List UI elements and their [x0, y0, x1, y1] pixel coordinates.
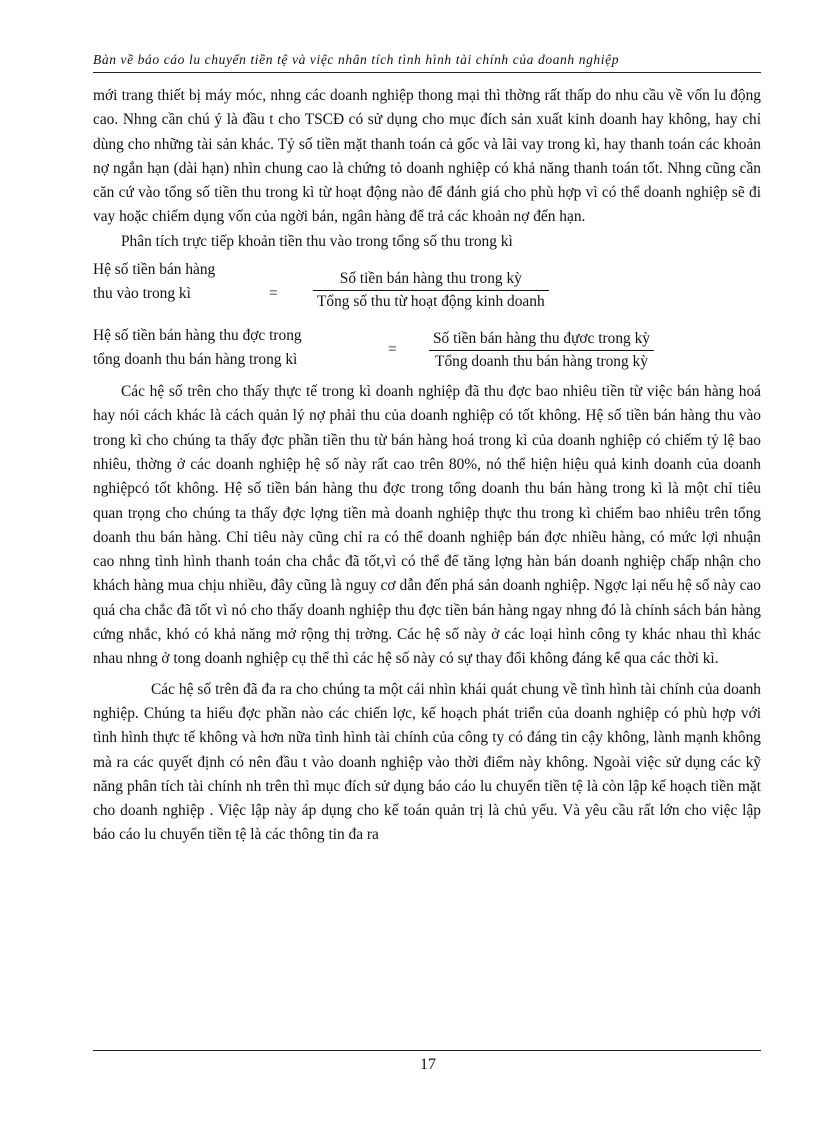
running-header: Bàn về báo cáo lu chuyển tiền tệ và việc nhân tích tình hình tài chính của doanh nghiệp [93, 52, 620, 67]
formula-2-label [93, 324, 302, 372]
paragraph-1: mới trang thiết bị máy móc, nhng các doanh nghiệp thong mại thì thờng rất thấp do nhu cầu về vốn lu động cao. Nhng cần chú ý là đầu t cho TSCĐ có sử dụng cho mục đích sản xuất kinh doanh hay không, hay chỉ dùng cho những tài sản khác. Tỷ số tiền mặt thanh toán cả gốc và lãi vay trong kì, hay thanh toán các khoản nợ ngắn hạn (dài hạn) nhìn chung cao là chứng tỏ doanh nghiệp có khả năng thanh toán tốt. Nhng cũng cần căn cứ vào tổng số tiền thu trong kì từ hoạt động nào để đánh giá cho phù hợp vì có thể doanh nghiệp sẽ đi vay hoặc chiếm dụng vốn của ngời bán, ngân hàng để trả các khoản nợ đến hạn. [93, 87, 761, 226]
formula-1-numerator: Số tiền bán hàng thu trong kỳ [339, 270, 522, 288]
formula-1-fraction [313, 268, 549, 313]
formula-1-equals: = [269, 285, 278, 303]
page-body [93, 84, 761, 848]
paragraph-4: Các hệ số trên đã đa ra cho chúng ta một cái nhìn khái quát chung về tình hình tài chính của doanh nghiệp. Chúng ta hiểu đợc phần nào các chiến lợc, kế hoạch phát triển của doanh nghiệp có phù hợp với tình hình thực tế không và hơn nữa tình hình tài chính của công ty có đáng tin cậy không, lành mạnh không mà ra các quyết định có nên đầu t vào doanh nghiệp vào thời điểm này không. Ngoài việc sử dụng các kỹ năng phân tích tài chính nh trên thì mục đích sử dụng báo cáo lu chuyển tiền tệ là còn lập kế hoạch tiền mặt cho doanh nghiệp . Việc lập này áp dụng cho kế toán quản trị là chủ yếu. Và yêu cầu rất lớn cho việc lập báo cáo lu chuyển tiền tệ là các thông tin đa ra [93, 680, 761, 844]
formula-2-fraction [429, 328, 654, 373]
formula-2-numerator: Số tiền bán hàng thu đựơc trong kỳ [433, 330, 650, 348]
formula-2-denominator: Tổng doanh thu bán hàng trong kỳ [429, 350, 654, 373]
paragraph-3: Các hệ số trên cho thấy thực tế trong kì doanh nghiệp đã thu đợc bao nhiêu tiền từ việc bán hàng hoá hay nói cách khác là cách quản lý nợ phải thu của doanh nghiệp có tốt không. Hệ số tiền bán hàng thu vào trong kì cho chúng ta thấy đợc phần tiền thu từ bán hàng hoá trong kì của doanh nghiệp có chiếm tỷ lệ bao nhiêu, thờng ở các doanh nghiệp hệ số này rất cao trên 80%, nó thể hiện hiệu quả kinh doanh của doanh nghiệpcó tốt không. Hệ số tiền bán hàng thu đợc trong tổng doanh thu bán hàng trong kì là một chỉ tiêu quan trọng cho chúng ta thấy đợc lợng tiền mà doanh nghiệp thực thu trong kì chiếm bao nhiêu trên tổng doanh thu bán hàng. Chỉ tiêu này cũng chỉ ra có thể doanh nghiệp bán đợc nhiều hàng, có mức lợi nhuận cao nhng tình hình thanh toán cha chắc đã tốt,vì có thể để tăng lợng hàn bán doanh nghiệp chấp nhận cho khách hàng mua chịu nhiều, đây cũng là nguy cơ dẫn đến phá sản doanh nghiệp. Ngợc lại nếu hệ số này cao quá cha chắc đã tốt vì nó cho thấy doanh nghiệp thu đợc tiền bán hàng ngay nhng đó là chính sách bán hàng cứng nhắc, khó có khả năng mở rộng thị trờng. Các hệ số này ở các loại hình công ty khác nhau thì khác nhau nhng ở tong doanh nghiệp cụ thể thì các hệ số này có sự thay đổi không đáng kể qua các thời kì. [93, 383, 761, 668]
paragraph-2: Phân tích trực tiếp khoản tiền thu vào trong tổng số thu trong kì [121, 232, 513, 250]
formula-2 [93, 324, 761, 380]
formula-1 [93, 258, 761, 314]
page-number: 17 [420, 1056, 436, 1073]
formula-1-denominator: Tổng số thu từ hoạt động kinh doanh [313, 290, 549, 313]
formula-1-label-line-1: Hệ số tiền bán hàng [93, 261, 216, 279]
formula-1-label-line-2: thu vào trong kì [93, 285, 191, 303]
formula-2-equals: = [388, 341, 397, 359]
formula-2-label-line-1: Hệ số tiền bán hàng thu đợc trong [93, 327, 302, 345]
footer-rule [93, 1050, 761, 1051]
formula-1-label [93, 258, 215, 306]
formula-2-label-line-2: tổng doanh thu bán hàng trong kì [93, 351, 298, 369]
header-rule [93, 72, 761, 73]
